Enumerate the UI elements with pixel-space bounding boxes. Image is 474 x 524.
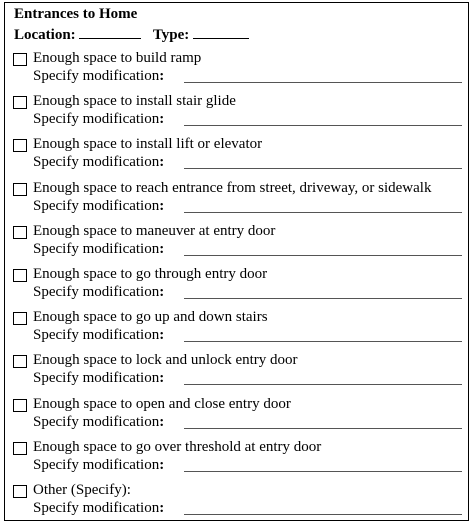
- checkbox[interactable]: [13, 355, 27, 368]
- checkbox[interactable]: [13, 226, 27, 239]
- specify-modification-label: [33, 111, 164, 128]
- specify-text: Specify modification: [33, 327, 160, 344]
- item-label: Enough space to reach entrance from street, driveway, or sidewalk: [33, 179, 432, 196]
- item-label: Enough space to maneuver at entry door: [33, 222, 276, 239]
- type-field[interactable]: [193, 26, 249, 39]
- specify-colon: :: [159, 111, 165, 128]
- checklist-item: [11, 180, 466, 220]
- specify-text: Specify modification: [33, 500, 160, 516]
- specify-text: Specify modification: [33, 68, 160, 84]
- specify-modification-label: [33, 457, 164, 474]
- item-label: Enough space to install lift or elevator: [33, 136, 263, 153]
- location-label: Location:: [14, 27, 76, 43]
- specify-colon: :: [159, 413, 165, 430]
- checkbox[interactable]: [13, 139, 27, 152]
- specify-modification-label: [33, 198, 164, 215]
- item-label: Enough space to open and close entry door: [33, 395, 291, 412]
- specify-modification-label: [33, 414, 164, 431]
- item-label: Enough space to go over threshold at entry door: [33, 438, 322, 455]
- specify-modification-field[interactable]: [184, 212, 462, 213]
- checkbox[interactable]: [13, 485, 27, 498]
- checkbox[interactable]: [13, 183, 27, 196]
- specify-modification-field[interactable]: [184, 82, 462, 83]
- specify-colon: :: [159, 284, 165, 300]
- checklist-item: [11, 439, 466, 479]
- specify-text: Specify modification: [33, 284, 160, 300]
- checkbox[interactable]: [13, 312, 27, 325]
- checklist-item: [11, 309, 466, 349]
- item-label: Enough space to go up and down stairs: [33, 309, 268, 326]
- checkbox[interactable]: [13, 269, 27, 282]
- item-label: Enough space to install stair glide: [33, 93, 236, 110]
- specify-modification-field[interactable]: [184, 471, 462, 472]
- specify-colon: :: [159, 327, 165, 344]
- checklist-item: [11, 352, 466, 392]
- item-label: Enough space to go through entry door: [33, 266, 268, 282]
- location-type-row: [14, 26, 249, 44]
- specify-text: Specify modification: [33, 413, 160, 430]
- specify-text: Specify modification: [33, 240, 160, 257]
- checkbox[interactable]: [13, 96, 27, 109]
- checklist-item: [11, 136, 466, 176]
- location-field[interactable]: [79, 26, 141, 39]
- specify-modification-label: [33, 370, 164, 387]
- specify-colon: :: [159, 500, 165, 516]
- specify-modification-label: [33, 284, 164, 301]
- specify-modification-label: [33, 154, 164, 171]
- specify-modification-field[interactable]: [184, 255, 462, 256]
- specify-modification-field[interactable]: [184, 125, 462, 126]
- item-label: Enough space to lock and unlock entry door: [33, 352, 298, 369]
- checklist-item: [11, 93, 466, 133]
- checkbox[interactable]: [13, 399, 27, 412]
- specify-colon: :: [159, 154, 165, 171]
- specify-modification-field[interactable]: [184, 341, 462, 342]
- item-label: Enough space to build ramp: [33, 50, 202, 66]
- type-label: Type:: [152, 27, 190, 43]
- specify-colon: :: [159, 197, 165, 214]
- checkbox[interactable]: [13, 53, 27, 66]
- checklist-item: [11, 223, 466, 263]
- specify-colon: :: [159, 68, 165, 84]
- specify-text: Specify modification: [33, 370, 160, 387]
- specify-modification-label: [33, 241, 164, 258]
- specify-colon: :: [159, 456, 165, 473]
- specify-modification-field[interactable]: [184, 168, 462, 169]
- item-label: Other (Specify):: [33, 482, 131, 498]
- specify-modification-label: [33, 500, 164, 517]
- checkbox[interactable]: [13, 442, 27, 455]
- specify-modification-field[interactable]: [184, 428, 462, 429]
- specify-colon: :: [159, 240, 165, 257]
- entrances-form: [4, 2, 469, 521]
- checklist-item: [11, 50, 466, 90]
- specify-colon: :: [159, 370, 165, 387]
- specify-modification-field[interactable]: [184, 384, 462, 385]
- specify-text: Specify modification: [33, 154, 160, 171]
- specify-modification-field[interactable]: [184, 514, 462, 515]
- specify-text: Specify modification: [33, 456, 160, 473]
- specify-modification-label: [33, 327, 164, 344]
- checklist-item: [11, 396, 466, 436]
- specify-text: Specify modification: [33, 111, 160, 128]
- checklist-item: [11, 482, 466, 522]
- form-title: Entrances to Home: [14, 6, 138, 22]
- checklist-item: [11, 266, 466, 306]
- specify-text: Specify modification: [33, 197, 160, 214]
- specify-modification-field[interactable]: [184, 298, 462, 299]
- specify-modification-label: [33, 68, 164, 85]
